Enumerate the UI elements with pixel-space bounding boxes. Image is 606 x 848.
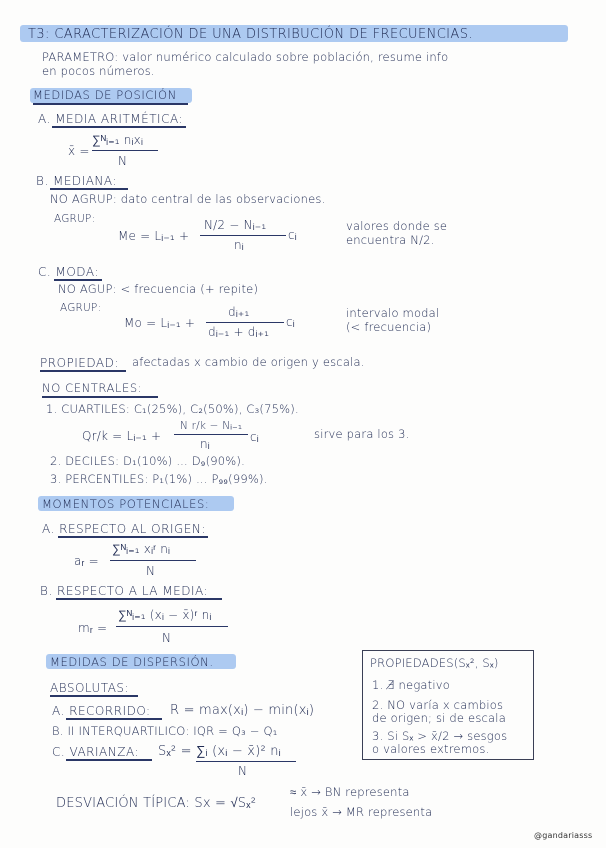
cuartil-lhs: Qr/k = Lᵢ₋₁ + xyxy=(82,429,162,443)
propiedad-underline xyxy=(40,370,126,372)
propiedad-text: afectadas x cambio de origen y escala. xyxy=(132,355,365,369)
origen-label: A. RESPECTO AL ORIGEN: xyxy=(42,522,206,536)
media-denominator: N xyxy=(118,154,128,168)
propiedades-title: PROPIEDADES(Sₓ², Sₓ) xyxy=(370,656,499,670)
moda-note-2: (< frecuencia) xyxy=(346,320,432,334)
media-lhs: x̄ = xyxy=(68,144,90,158)
varianza-fraction-line xyxy=(196,761,296,762)
absolutas-label: ABSOLUTAS: xyxy=(50,681,130,695)
posicion-underline xyxy=(33,103,188,105)
percentiles-line: 3. PERCENTILES: P₁(1%) ... P₉₉(99%). xyxy=(50,472,268,486)
mediana-underline xyxy=(50,188,128,190)
moda-lhs: Mo = Lᵢ₋₁ + xyxy=(124,316,196,330)
moda-label: C. MODA: xyxy=(38,265,99,279)
origen-lhs: aᵣ = xyxy=(74,554,99,568)
recorrido-label: A. RECORRIDO: xyxy=(52,704,151,718)
varianza-formula: Sₓ² = ∑ᵢ (xᵢ − x̄)² nᵢ xyxy=(158,744,281,759)
origen-fraction-line xyxy=(110,560,196,561)
recorrido-underline xyxy=(66,718,162,720)
propiedades-item-1: 1. ∄ negativo xyxy=(372,678,451,692)
propiedades-item-2a: 2. NO varía x cambios xyxy=(372,698,504,712)
mediana-noagrup: NO AGRUP: dato central de las observaciones. xyxy=(50,192,326,206)
respecto-media-numerator: ∑ᴺᵢ₌₁ (xᵢ − x̄)ʳ nᵢ xyxy=(118,608,212,622)
propiedades-item-2b: de origen; si de escala xyxy=(372,711,506,725)
media-underline xyxy=(52,126,186,128)
media-label: A. MEDIA ARITMÉTICA: xyxy=(38,112,184,126)
varianza-denominator: N xyxy=(238,764,248,778)
dispersion-heading: MEDIDAS DE DISPERSIÓN. xyxy=(50,655,214,669)
mediana-numerator: N/2 − Nᵢ₋₁ xyxy=(204,218,267,232)
varianza-underline xyxy=(66,759,152,761)
page-title: T3: CARACTERIZACIÓN DE UNA DISTRIBUCIÓN DE FRECUENCIAS. xyxy=(28,27,473,42)
mediana-note-1: valores donde se xyxy=(346,219,448,233)
parametro-line-1: PARAMETRO: valor numérico calculado sobre población, resume info xyxy=(42,50,449,64)
parametro-line-2: en pocos números. xyxy=(42,64,155,78)
respecto-media-label: B. RESPECTO A LA MEDIA: xyxy=(40,584,209,598)
iqr-line: B. II INTERQUARTILICO: IQR = Q₃ − Q₁ xyxy=(52,724,278,738)
desviacion-note-1: ≈ x̄ → BN representa xyxy=(290,785,410,799)
cuartil-denominator: nᵢ xyxy=(200,437,210,451)
origen-underline xyxy=(58,536,208,538)
cuartiles-line: 1. CUARTILES: C₁(25%), C₂(50%), C₃(75%). xyxy=(46,402,299,416)
moda-numerator: dᵢ₊₁ xyxy=(228,305,250,319)
moda-underline xyxy=(54,279,102,281)
moda-ci: cᵢ xyxy=(286,315,295,329)
mediana-note-2: encuentra N/2. xyxy=(346,233,435,247)
mediana-fraction-line xyxy=(200,235,286,236)
moda-agrup: AGRUP: xyxy=(60,302,102,314)
moda-denominator: dᵢ₋₁ + dᵢ₊₁ xyxy=(208,325,270,339)
cuartil-numerator: N r/k − Nᵢ₋₁ xyxy=(180,420,243,432)
author-credit: @gandariasss xyxy=(534,831,593,840)
propiedades-item-3a: 3. Si Sₓ > x̄/2 → sesgos xyxy=(372,729,508,743)
moda-fraction-line xyxy=(206,322,284,323)
propiedades-item-3b: o valores extremos. xyxy=(372,742,490,756)
cuartil-ci: cᵢ xyxy=(250,430,259,444)
media-numerator: ∑ᴺᵢ₌₁ nᵢxᵢ xyxy=(92,133,144,147)
moda-note-1: intervalo modal xyxy=(346,306,440,320)
deciles-line: 2. DECILES: D₁(10%) ... D₉(90%). xyxy=(50,454,245,468)
mediana-label: B. MEDIANA: xyxy=(36,174,117,188)
posicion-heading: MEDIDAS DE POSICIÓN xyxy=(33,88,177,102)
recorrido-formula: R = max(xᵢ) − min(xᵢ) xyxy=(170,703,315,718)
cuartil-note: sirve para los 3. xyxy=(314,427,410,441)
desviacion-line: DESVIACIÓN TÍPICA: Sx = √Sₓ² xyxy=(56,796,257,811)
no-centrales-underline xyxy=(42,396,158,398)
origen-numerator: ∑ᴺᵢ₌₁ xᵢʳ nᵢ xyxy=(112,542,171,556)
respecto-media-lhs: mᵣ = xyxy=(78,621,108,635)
moda-noagrup: NO AGUP: < frecuencia (+ repite) xyxy=(58,282,259,296)
varianza-label: C. VARIANZA: xyxy=(52,745,139,759)
mediana-agrup: AGRUP: xyxy=(54,213,96,225)
propiedad-label: PROPIEDAD: xyxy=(40,356,119,370)
absolutas-underline xyxy=(50,695,138,697)
origen-denominator: N xyxy=(146,564,156,578)
desviacion-note-2: lejos x̄ → MR representa xyxy=(290,805,433,819)
momentos-heading: MOMENTOS POTENCIALES: xyxy=(42,497,210,511)
mediana-denominator: nᵢ xyxy=(234,238,244,252)
no-centrales-heading: NO CENTRALES: xyxy=(42,381,143,395)
respecto-media-denominator: N xyxy=(162,631,172,645)
respecto-media-fraction-line xyxy=(116,626,228,627)
cuartil-fraction-line xyxy=(174,434,248,435)
media-fraction-line xyxy=(92,150,158,151)
mediana-lhs: Me = Lᵢ₋₁ + xyxy=(118,229,190,243)
respecto-media-underline xyxy=(56,598,222,600)
mediana-ci: cᵢ xyxy=(288,228,297,242)
